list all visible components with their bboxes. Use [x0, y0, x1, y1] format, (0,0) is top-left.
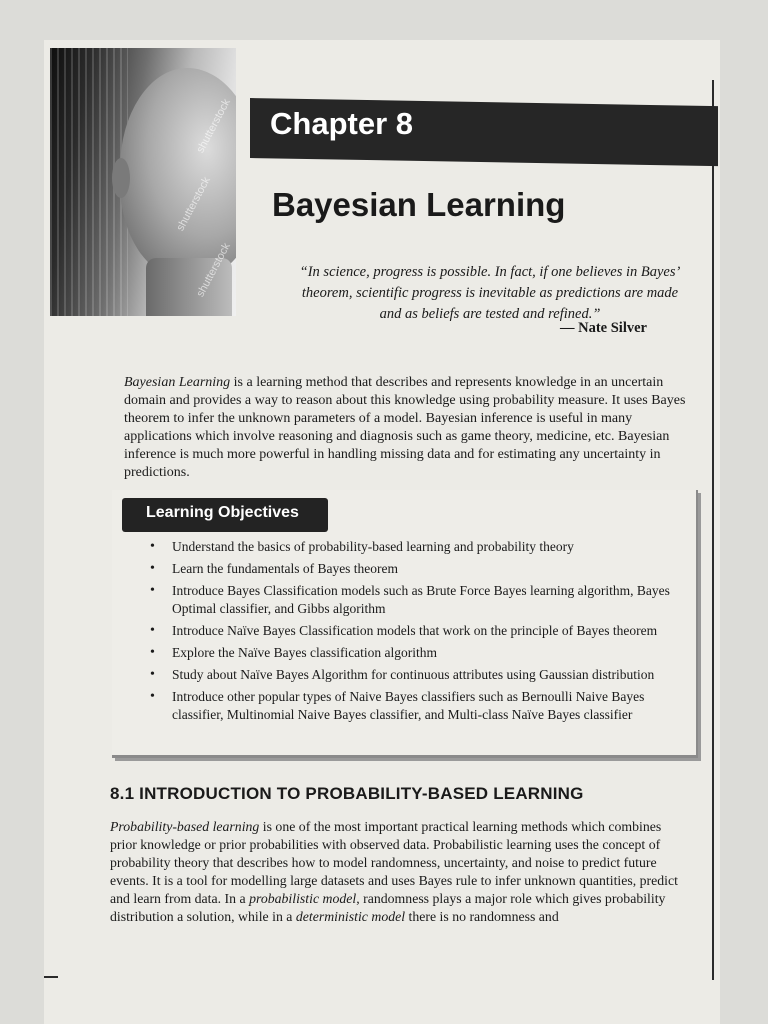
section-text: , randomness plays a major role which gives probability distribution a solution, while in a: [110, 891, 666, 924]
page-corner-mark: [44, 976, 58, 978]
objective-item: • Explore the Naïve Bayes classification algorithm: [150, 644, 686, 662]
chapter-photo: [50, 48, 236, 316]
chapter-title: Bayesian Learning: [272, 186, 566, 223]
section-term: Probability-based learning: [110, 819, 260, 834]
objective-item: • Introduce Bayes Classification models such as Brute Force Bayes learning algorithm, Bayes Optimal classifier, and Gibbs algorithm: [150, 582, 686, 618]
intro-term: Bayesian Learning: [124, 375, 231, 390]
intro-paragraph: [124, 374, 686, 482]
intro-text: is a learning method that describes and represents knowledge in an uncertain domain and provides a way to reason about this knowledge using probability measure. It uses Bayes theorem to infer the unknown parameters of a model. Bayesian inference is useful in many applications which involve reasoning and diagnosis such as game theory, medicine, etc. Bayesian inference is much more powerful in handling missing data and for estimating any uncertainty in predictions.: [124, 375, 686, 480]
objective-item: • Introduce Naïve Bayes Classification models that work on the principle of Bayes theorem: [150, 622, 686, 640]
objective-item: • Study about Naïve Bayes Algorithm for continuous attributes using Gaussian distribution: [150, 666, 686, 684]
objective-item: • Introduce other popular types of Naive Bayes classifiers such as Bernoulli Naive Bayes classifier, Multinomial Naive Bayes classifier, and Multi-class Naïve Bayes classifier: [150, 688, 686, 724]
photo-watermark: shutterstock: [194, 240, 233, 300]
epigraph-author: — Nate Silver: [560, 320, 647, 336]
learning-objectives-title: Learning Objectives: [146, 504, 299, 521]
objectives-list: [150, 538, 686, 728]
epigraph-quote: “In science, progress is possible. In fact, if one believes in Bayes’ theorem, scientific progress is inevitable as predictions are made and as beliefs are tested and refined.”: [299, 264, 681, 322]
chapter-label: Chapter 8: [270, 106, 413, 141]
section-heading: 8.1 INTRODUCTION TO PROBABILITY-BASED LEARNING: [110, 784, 584, 803]
section-text: there is no randomness and: [405, 909, 559, 924]
photo-watermark: shutterstock: [174, 174, 213, 234]
photo-ear: [112, 158, 130, 198]
section-term: deterministic model: [295, 909, 406, 924]
photo-watermark: shutterstock: [194, 96, 233, 156]
section-text: is one of the most important practical learning methods which combines prior knowledge or prior probabilities with observed data. Probabilistic learning uses the concept of probability theory that describes how to model randomness, uncertainty, and noise to predict future events. It is a tool for modelling large datasets and uses Bayes rule to infer unknown quantities, predict and learn from data. In a: [110, 819, 678, 906]
objective-item: • Learn the fundamentals of Bayes theorem: [150, 560, 686, 578]
objective-item: • Understand the basics of probability-based learning and probability theory: [150, 538, 686, 556]
section-paragraph: [110, 818, 690, 926]
section-term: probabilistic model: [249, 891, 357, 906]
page-edge-line: [712, 80, 714, 980]
